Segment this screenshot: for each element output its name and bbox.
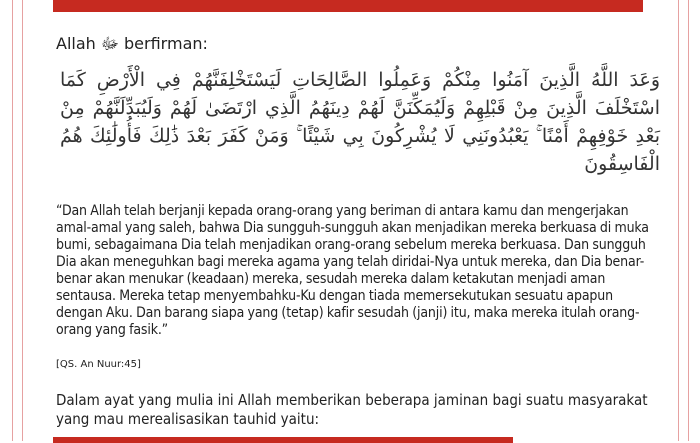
frame-line-right-1 <box>678 0 679 441</box>
verse-reference: [QS. An Nuur:45] <box>56 359 141 370</box>
frame-line-left-1 <box>12 0 13 441</box>
top-banner <box>53 0 643 12</box>
frame-line-left-2 <box>22 0 23 441</box>
arabic-verse: وَعَدَ اللَّهُ الَّذِينَ آمَنُوا مِنْكُمْ وَعَمِلُوا الصَّالِحَاتِ لَيَسْتَخْلِفَنَّهُمْ فِي الْأَرْضِ كَمَا اسْتَخْلَفَ الَّذِينَ مِنْ قَبْلِهِمْ وَلَيُمَكِّنَنَّ لَهُمْ دِينَهُمُ الَّذِي ارْتَضَىٰ لَهُمْ وَلَيُبَدِّلَنَّهُمْ مِنْ بَعْدِ خَوْفِهِمْ أَمْنًا ۚ يَعْبُدُونَنِي لَا يُشْرِكُونَ بِي شَيْئًا ۚ وَمَنْ كَفَرَ بَعْدَ ذَٰلِكَ فَأُولَٰئِكَ هُمُ الْفَاسِقُونَ <box>60 69 660 175</box>
frame-line-right-2 <box>688 0 689 441</box>
bottom-banner <box>53 437 513 443</box>
heading: Allah ﷻ berfirman: <box>56 34 208 53</box>
verse-translation: “Dan Allah telah berjanji kepada orang-orang yang beriman di antara kamu dan mengerjakan amal-amal yang saleh, bahwa Dia sungguh-sungguh akan menjadikan mereka berkuasa di muka bumi, sebagaimana Dia telah menjadikan orang-orang sebelum mereka berkuasa. Dan sungguh Dia akan meneguhkan bagi mereka agama yang telah diridai-Nya untuk mereka, dan Dia benar-benar akan menukar (keadaan) mereka, sesudah mereka dalam ketakutan menjadi aman sentausa. Mereka tetap menyembahku-Ku dengan tiada memersekutukan sesuatu apapun dengan Aku. Dan barang siapa yang (tetap) kafir sesudah (janji) itu, maka mereka itulah orang-orang yang fasik.” <box>56 203 649 338</box>
closing-paragraph: Dalam ayat yang mulia ini Allah memberikan beberapa jaminan bagi suatu masyarakat yang mau merealisasikan tauhid yaitu: <box>56 391 648 428</box>
